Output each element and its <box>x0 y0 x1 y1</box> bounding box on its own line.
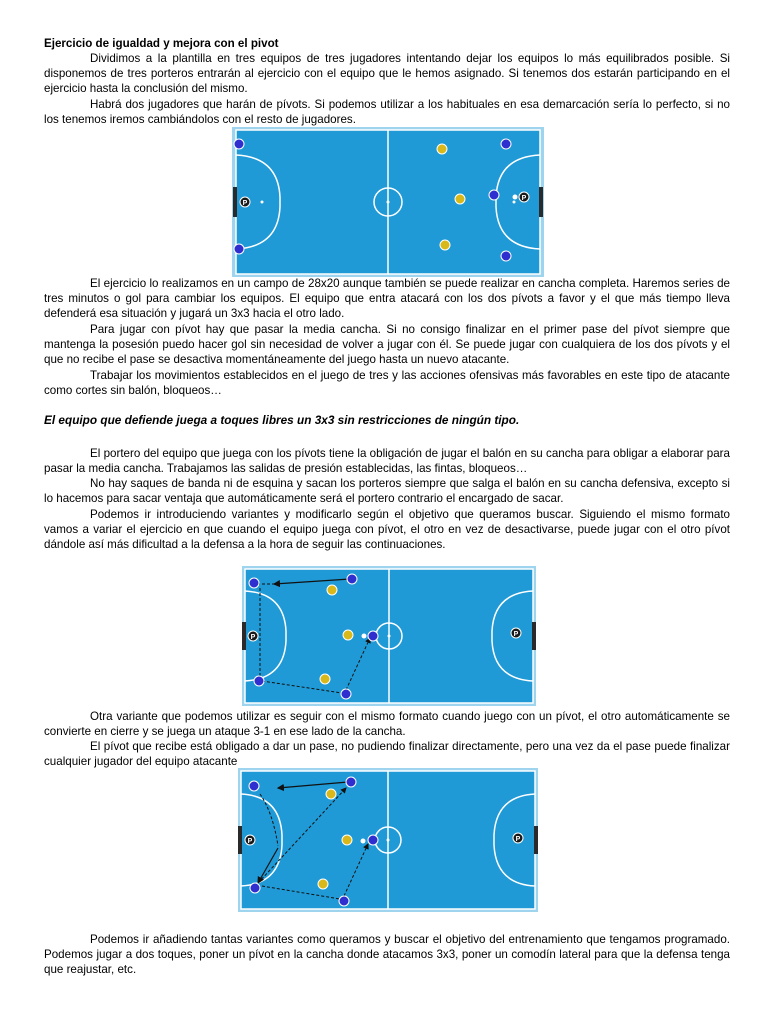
player-defend <box>437 144 447 154</box>
section-subtitle: El equipo que defiende juega a toques libres un 3x3 sin restricciones de ningún tipo. <box>44 413 520 427</box>
player-defend <box>342 835 352 845</box>
paragraph-pivot-rule: Para jugar con pívot hay que pasar la media cancha. Si no consigo finalizar en el primer pase del pívot siempre que mantenga la posesión puedo hacer gol sin necesidad de volver a jugar con él. Se puede jugar con cualquiera de los dos pívots y el que no recibe el pase se desactiva momentáneamente del juego hasta un nuevo atacante. <box>44 323 730 367</box>
exercise-title: Ejercicio de igualdad y mejora con el pivot <box>44 37 279 50</box>
player-attack <box>254 676 264 686</box>
player-attack <box>234 244 244 254</box>
paragraph-no-throw-ins: No hay saques de banda ni de esquina y sacan los porteros siempre que salga el balón en su cancha defensiva, excepto si lo hacemos para sacar ventaja que automáticamente será el portero contrario el encargado de sacar. <box>44 477 730 506</box>
paragraph-variants: Podemos ir introduciendo variantes y modificarlo según el objetivo que queramos buscar. Siguiendo el mismo formato vamos a variar el ejercicio en que cuando el equipo juega con pívot, el otro en vez de desactivarse, puede jugar con el otro pívot dándole así más dificultad a la defensa a la hora de seguir las continuaciones. <box>44 508 730 552</box>
player-attack <box>347 574 357 584</box>
court-diagram-1 <box>232 127 544 277</box>
player-attack <box>346 777 356 787</box>
paragraph-goalkeeper: El portero del equipo que juega con los pívots tiene la obligación de jugar el balón en su cancha para obligar a elaborar para pasar la media cancha. Trabajamos las salidas de presión establecidas, las fintas, bloqueos… <box>44 447 730 476</box>
court-diagram-2 <box>242 566 536 706</box>
goalkeeper-left <box>248 631 258 641</box>
paragraph-variant-3-1: Otra variante que podemos utilizar es seguir con el mismo formato cuando juego con un pívot, el otro automáticamente se convierte en cierre y se juega un ataque 3-1 en ese lado de la cancha. <box>44 710 730 739</box>
svg-text:P: P <box>513 631 519 638</box>
closing-paragraph: Podemos ir añadiendo tantas variantes como queramos y buscar el objetivo del entrenamiento que tengamos programado. Podemos jugar a dos toques, poner un pívot en la cancha donde atacamos 3x3, poner un comodín lateral para que la defensa tenga que reajustar, etc. <box>44 933 730 977</box>
svg-text:P: P <box>250 634 256 641</box>
player-attack <box>339 896 349 906</box>
svg-text:P: P <box>247 838 253 845</box>
player-attack <box>341 689 351 699</box>
player-attack <box>234 139 244 149</box>
player-defend <box>318 879 328 889</box>
player-defend <box>320 674 330 684</box>
player-attack <box>501 139 511 149</box>
goalkeeper-right <box>513 833 523 843</box>
player-attack <box>368 631 378 641</box>
player-attack <box>501 251 511 261</box>
player-defend <box>440 240 450 250</box>
goalkeeper-left <box>240 197 250 207</box>
player-defend <box>326 789 336 799</box>
player-attack <box>250 883 260 893</box>
paragraph-pivot-pass: El pívot que recibe está obligado a dar un pase, no pudiendo finalizar directamente, pero una vez da el pase puede finalizar cualquier jugador del equipo atacante <box>44 740 730 769</box>
intro-paragraph-1: Dividimos a la plantilla en tres equipos de tres jugadores intentando dejar los equipos lo más equilibrados posible. Si disponemos de tres porteros entrarán al ejercicio con el equipo que le hemos asignado. Si tenemos dos estarán participando en el ejercicio hasta la conclusión del mismo. <box>44 52 730 96</box>
intro-paragraph-2: Habrá dos jugadores que harán de pívots. Si podemos utilizar a los habituales en esa demarcación sería lo perfecto, si no los tenemos iremos cambiándolos con el resto de jugadores. <box>44 98 730 127</box>
goalkeeper-right <box>511 628 521 638</box>
ball <box>361 839 366 844</box>
player-attack <box>249 781 259 791</box>
paragraph-movements: Trabajar los movimientos establecidos en el juego de tres y las acciones ofensivas más favorables en este tipo de atacante como cortes sin balón, bloqueos… <box>44 369 730 398</box>
ball <box>362 634 367 639</box>
player-attack <box>249 578 259 588</box>
player-attack <box>489 190 499 200</box>
player-attack <box>368 835 378 845</box>
player-defend <box>343 630 353 640</box>
ball <box>513 195 518 200</box>
goalkeeper-right <box>519 192 529 202</box>
court-diagram-3 <box>238 768 538 912</box>
player-defend <box>455 194 465 204</box>
player-defend <box>327 585 337 595</box>
svg-text:P: P <box>515 836 521 843</box>
svg-text:P: P <box>521 195 527 202</box>
paragraph-field-size: El ejercicio lo realizamos en un campo de 28x20 aunque también se puede realizar en cancha completa. Haremos series de tres minutos o gol para cambiar los equipos. El equipo que entra atacará con los dos pívots a favor y el que más tiempo lleva defenderá esa situación y jugará un 3x3 hacia el otro lado. <box>44 277 730 321</box>
goalkeeper-left <box>245 835 255 845</box>
svg-text:P: P <box>242 200 248 207</box>
